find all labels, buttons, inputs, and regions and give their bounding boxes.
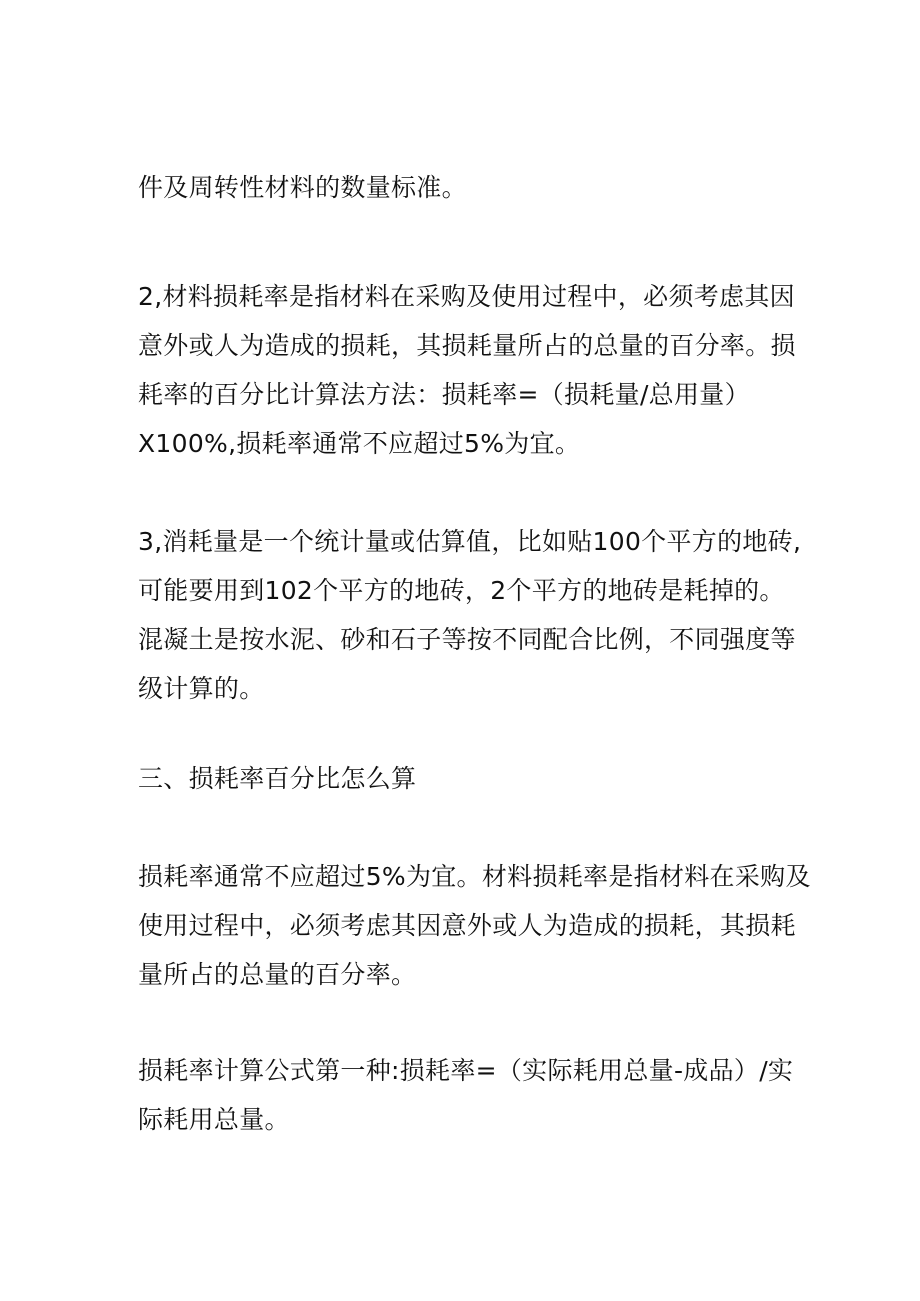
text-line: 混凝土是按水泥、砂和石子等按不同配合比例，不同强度等 xyxy=(138,625,796,654)
paragraph-loss-rate-guideline xyxy=(138,852,811,999)
text-line: 意外或人为造成的损耗，其损耗量所占的总量的百分率。损 xyxy=(138,331,796,360)
section-heading: 三、损耗率百分比怎么算 xyxy=(138,764,417,793)
text-line: 耗率的百分比计算法方法：损耗率=（损耗量/总用量） xyxy=(138,380,750,409)
text-line: X100%,损耗率通常不应超过5%为宜。 xyxy=(138,429,581,458)
text-line: 损耗率计算公式第一种:损耗率=（实际耗用总量-成品）/实 xyxy=(138,1056,794,1085)
paragraph-material-quantity-standard xyxy=(138,163,788,212)
text-line: 量所占的总量的百分率。 xyxy=(138,960,417,989)
section-heading-loss-rate-calculation xyxy=(138,754,788,803)
text-line: 际耗用总量。 xyxy=(138,1105,290,1134)
text-line: 2,材料损耗率是指材料在采购及使用过程中，必须考虑其因 xyxy=(138,282,795,311)
text-line: 级计算的。 xyxy=(138,674,265,703)
paragraph-loss-rate-definition xyxy=(138,272,796,468)
text-line: 3,消耗量是一个统计量或估算值，比如贴100个平方的地砖, xyxy=(138,527,802,556)
text-line: 使用过程中，必须考虑其因意外或人为造成的损耗，其损耗 xyxy=(138,911,796,940)
text-line: 损耗率通常不应超过5%为宜。材料损耗率是指材料在采购及 xyxy=(138,862,811,891)
paragraph-consumption-example xyxy=(138,517,802,713)
paragraph-formula-one xyxy=(138,1046,794,1144)
text-line: 件及周转性材料的数量标准。 xyxy=(138,173,467,202)
text-line: 可能要用到102个平方的地砖，2个平方的地砖是耗掉的。 xyxy=(138,576,785,605)
